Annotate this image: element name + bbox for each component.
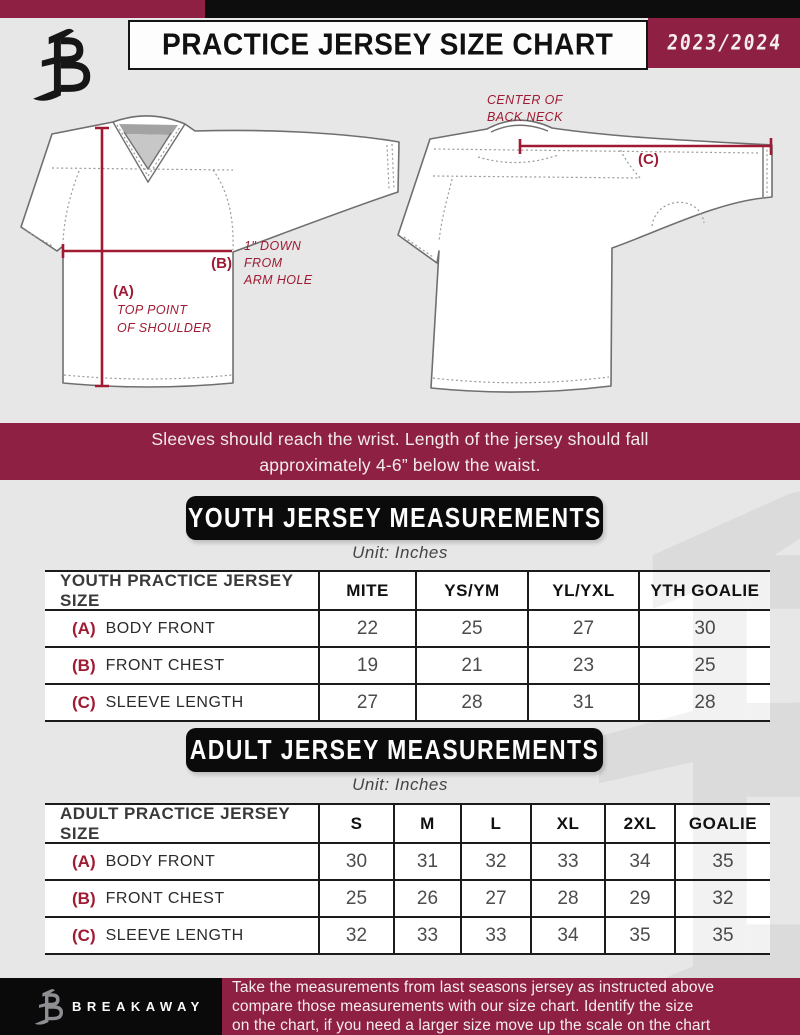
row-label: FRONT CHEST [105,656,225,674]
youth-header-size-col: YOUTH PRACTICE JERSEY SIZE [60,572,294,609]
header-black-bar [205,0,800,18]
youth-c-goalie: 28 [638,685,770,720]
adult-a-m: 31 [393,844,460,879]
youth-a-mite: 22 [318,611,415,646]
title-box [128,20,648,70]
youth-b-ylyxl: 23 [527,648,638,683]
adult-header-size-col: ADULT PRACTICE JERSEY SIZE [60,805,290,842]
label-a-line2: OF SHOULDER [117,321,212,335]
youth-a-ysym: 25 [415,611,527,646]
row-key: (A) [72,618,96,638]
season-label: 2023/2024 [665,30,783,56]
adult-b-xl: 28 [530,881,604,916]
footer-line1: Take the measurements from last seasons jersey as instructed above [232,979,715,996]
adult-c-xl: 34 [530,918,604,953]
youth-row-body-front [45,611,770,648]
adult-c-s: 32 [318,918,393,953]
footer-b-logo-icon [33,987,63,1027]
row-label: BODY FRONT [105,852,216,870]
adult-section-title [186,728,603,772]
youth-b-ysym: 21 [415,648,527,683]
adult-header-2xl: 2XL [604,805,674,842]
label-a-line1: TOP POINT [117,303,188,317]
youth-unit-label: Unit: Inches [352,543,448,562]
footer-brand-block [0,978,222,1035]
adult-size-table [45,803,770,955]
adult-b-goalie: 32 [674,881,770,916]
youth-row-front-chest [45,648,770,685]
row-key: (B) [72,888,96,908]
adult-a-goalie: 35 [674,844,770,879]
row-label: FRONT CHEST [105,889,225,907]
label-b-line1: 1" DOWN [244,239,302,253]
fit-note-banner [0,423,800,480]
footer-brand-name: BREAKAWAY [72,999,205,1014]
adult-row-front-chest [45,881,770,918]
adult-b-m: 26 [393,881,460,916]
jersey-diagram [0,85,800,425]
adult-c-m: 33 [393,918,460,953]
youth-c-ylyxl: 31 [527,685,638,720]
adult-unit-label: Unit: Inches [352,775,448,794]
row-key: (C) [72,925,96,945]
label-b-key: (B) [211,255,232,272]
youth-heading-text: YOUTH JERSEY MEASUREMENTS [187,501,602,534]
adult-header-xl: XL [530,805,604,842]
adult-a-xl: 33 [530,844,604,879]
back-jersey-outline [398,120,772,392]
adult-a-s: 30 [318,844,393,879]
youth-size-table [45,570,770,722]
row-label: SLEEVE LENGTH [105,693,244,711]
adult-header-l: L [460,805,530,842]
label-b-line3: ARM HOLE [244,273,313,287]
row-key: (C) [72,692,96,712]
youth-header-mite: MITE [318,572,415,609]
label-b-line2: FROM [244,256,283,270]
label-c-key: (C) [638,151,659,168]
youth-c-mite: 27 [318,685,415,720]
footer-line3: on the chart, if you need a larger size move up the scale on the chart [232,1017,711,1034]
row-label: BODY FRONT [105,619,216,637]
fit-note-line2: approximately 4-6” below the waist. [259,454,541,475]
adult-header-m: M [393,805,460,842]
adult-row-sleeve-length [45,918,770,955]
adult-c-l: 33 [460,918,530,953]
row-label: SLEEVE LENGTH [105,926,244,944]
youth-header-goalie: YTH GOALIE [638,572,770,609]
header-maroon-bar [0,0,205,18]
label-c-line2: BACK NECK [487,110,563,124]
collar-inner-dark [119,124,178,135]
fit-note-line1: Sleeves should reach the wrist. Length of the jersey should fall [151,428,649,449]
season-badge [648,18,800,68]
row-key: (B) [72,655,96,675]
adult-b-l: 27 [460,881,530,916]
adult-b-2xl: 29 [604,881,674,916]
adult-c-goalie: 35 [674,918,770,953]
adult-row-body-front [45,844,770,881]
youth-header-ysym: YS/YM [415,572,527,609]
adult-header-goalie: GOALIE [674,805,770,842]
back-jersey [398,120,772,392]
adult-a-l: 32 [460,844,530,879]
adult-table-header-row [45,805,770,844]
footer-instructions [222,978,800,1035]
youth-row-sleeve-length [45,685,770,722]
footer-line2: compare those measurements with our size chart. Identify the size [232,998,694,1015]
youth-section-title [186,496,603,540]
youth-header-ylyxl: YL/YXL [527,572,638,609]
row-key: (A) [72,851,96,871]
youth-b-mite: 19 [318,648,415,683]
page-title: PRACTICE JERSEY SIZE CHART [162,27,614,62]
youth-a-goalie: 30 [638,611,770,646]
adult-b-s: 25 [318,881,393,916]
adult-header-s: S [318,805,393,842]
label-c-line1: CENTER OF [487,93,563,107]
adult-heading-text: ADULT JERSEY MEASUREMENTS [189,733,600,766]
youth-a-ylyxl: 27 [527,611,638,646]
youth-c-ysym: 28 [415,685,527,720]
adult-a-2xl: 34 [604,844,674,879]
youth-table-header-row [45,572,770,611]
youth-b-goalie: 25 [638,648,770,683]
adult-c-2xl: 35 [604,918,674,953]
label-a-key: (A) [113,283,134,300]
